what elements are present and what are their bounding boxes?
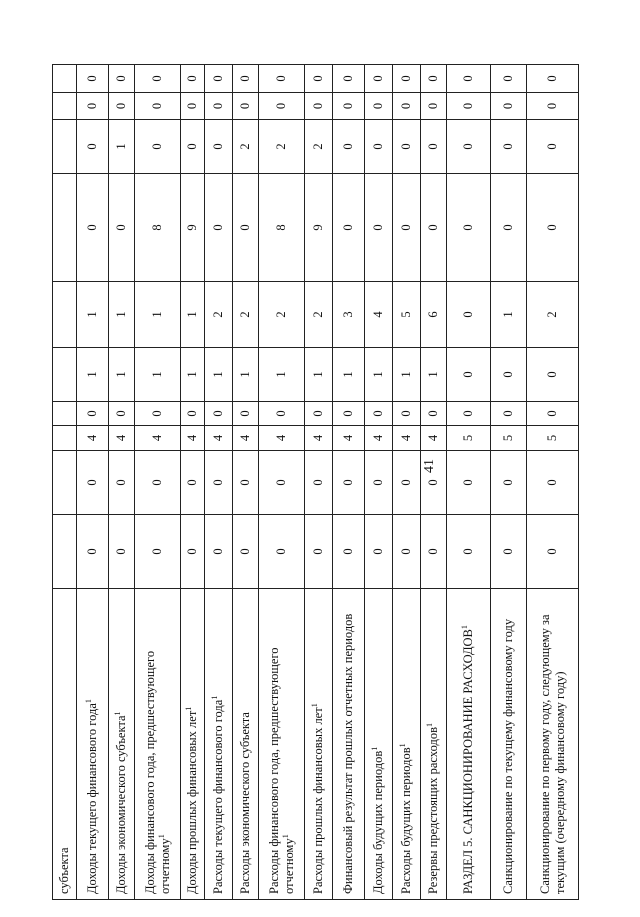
code-digit-cell: 1: [205, 348, 233, 402]
table-row: [491, 65, 527, 900]
code-digit-cell: 1: [77, 282, 109, 348]
table-row: [77, 65, 109, 900]
table-row: [421, 65, 447, 900]
code-digit-cell: 0: [205, 174, 233, 282]
row-label-text: Расходы финансового года, предшествующего отчетному: [267, 647, 296, 894]
code-digit-cell: 0: [305, 65, 333, 93]
code-digit-cell: 4: [181, 426, 205, 451]
code-digit-cell: 4: [259, 426, 305, 451]
code-digit-cell: 0: [205, 93, 233, 120]
code-digit-cell: 4: [109, 426, 135, 451]
code-digit-cell: 0: [109, 174, 135, 282]
code-digit-cell: 2: [305, 120, 333, 174]
code-digit-cell: 0: [447, 402, 491, 426]
code-digit-cell: 8: [135, 174, 181, 282]
code-digit-cell: 2: [233, 282, 259, 348]
row-label-text: Санкционирование по первому году, следующему за текущим (очередному финансовому году): [538, 614, 567, 894]
code-digit-cell: 0: [181, 93, 205, 120]
code-digit-cell: 1: [181, 348, 205, 402]
row-label: [259, 589, 305, 900]
code-digit-cell: 1: [135, 348, 181, 402]
code-digit-cell: 0: [365, 174, 393, 282]
code-digit-cell: 0: [109, 402, 135, 426]
code-digit-cell: 0: [135, 120, 181, 174]
code-digit-cell: 0: [233, 65, 259, 93]
table-row: [305, 65, 333, 900]
table-cell: [53, 451, 77, 515]
code-digit-cell: 0: [259, 451, 305, 515]
code-digit-cell: 1: [259, 348, 305, 402]
code-digit-cell: 0: [333, 451, 365, 515]
code-digit-cell: 0: [393, 65, 421, 93]
footnote-marker: 1: [310, 703, 320, 708]
code-digit-cell: 0: [333, 174, 365, 282]
code-digit-cell: 0: [333, 93, 365, 120]
code-digit-cell: 1: [491, 282, 527, 348]
row-label: [365, 589, 393, 900]
code-digit-cell: 0: [527, 348, 579, 402]
code-digit-cell: 0: [205, 515, 233, 589]
account-codes-table: [52, 64, 579, 900]
code-digit-cell: 0: [527, 65, 579, 93]
code-digit-cell: 0: [77, 402, 109, 426]
code-digit-cell: 0: [527, 402, 579, 426]
code-digit-cell: 0: [393, 93, 421, 120]
row-label: [109, 589, 135, 900]
row-label-text: Финансовый результат прошлых отчетных периодов: [341, 613, 356, 894]
code-digit-cell: 0: [527, 515, 579, 589]
row-label: [305, 589, 333, 900]
page-number: 41: [422, 459, 437, 473]
code-digit-cell: 0: [259, 515, 305, 589]
code-digit-cell: 0: [205, 65, 233, 93]
code-digit-cell: 0: [365, 65, 393, 93]
code-digit-cell: 0: [447, 348, 491, 402]
code-digit-cell: 0: [333, 65, 365, 93]
table-cell: [53, 402, 77, 426]
code-digit-cell: 0: [109, 451, 135, 515]
row-label-text: Доходы прошлых финансовых лет: [185, 710, 200, 894]
table-row: [333, 65, 365, 900]
code-digit-cell: 0: [181, 65, 205, 93]
code-digit-cell: 0: [421, 402, 447, 426]
row-label: [333, 589, 365, 900]
code-digit-cell: 0: [205, 451, 233, 515]
code-digit-cell: 0: [135, 451, 181, 515]
code-digit-cell: 0: [447, 120, 491, 174]
table-cell: [53, 348, 77, 402]
code-digit-cell: 5: [393, 282, 421, 348]
code-digit-cell: 0: [393, 515, 421, 589]
code-digit-cell: 0: [393, 402, 421, 426]
code-digit-cell: 0: [233, 93, 259, 120]
table-cell: [53, 426, 77, 451]
code-digit-cell: 2: [527, 282, 579, 348]
row-label-text: Доходы экономического субъекта: [114, 715, 129, 894]
code-digit-cell: 0: [447, 65, 491, 93]
code-digit-cell: 2: [259, 282, 305, 348]
row-label-text: Резервы предстоящих расходов: [426, 727, 441, 894]
row-label: [205, 589, 233, 900]
code-digit-cell: 6: [421, 282, 447, 348]
code-digit-cell: 0: [77, 515, 109, 589]
table-cell: [53, 65, 77, 93]
row-label-text: РАЗДЕЛ 5. САНКЦИОНИРОВАНИЕ РАСХОДОВ: [461, 629, 476, 894]
code-digit-cell: 0: [491, 348, 527, 402]
code-digit-cell: 0: [233, 451, 259, 515]
code-digit-cell: 3: [333, 282, 365, 348]
footnote-marker: 1: [460, 625, 470, 630]
code-digit-cell: 0: [421, 65, 447, 93]
row-label-text: Расходы прошлых финансовых лет: [311, 707, 326, 894]
code-digit-cell: 1: [135, 282, 181, 348]
code-digit-cell: 0: [77, 65, 109, 93]
code-digit-cell: 0: [491, 451, 527, 515]
table-row: [527, 65, 579, 900]
code-digit-cell: 1: [305, 348, 333, 402]
code-digit-cell: 4: [77, 426, 109, 451]
code-digit-cell: 9: [181, 174, 205, 282]
code-digit-cell: 0: [135, 93, 181, 120]
code-digit-cell: 1: [181, 282, 205, 348]
code-digit-cell: 0: [333, 515, 365, 589]
row-label-text: Доходы текущего финансового года: [85, 703, 100, 894]
table-row: [365, 65, 393, 900]
footnote-marker: 1: [156, 834, 166, 839]
code-digit-cell: 0: [365, 402, 393, 426]
table-cell: [53, 174, 77, 282]
code-digit-cell: 1: [393, 348, 421, 402]
footnote-marker: 1: [210, 695, 220, 700]
footnote-marker: 1: [280, 834, 290, 839]
table-cell: [53, 120, 77, 174]
code-digit-cell: 0: [109, 93, 135, 120]
code-digit-cell: 0: [305, 93, 333, 120]
code-digit-cell: 2: [233, 120, 259, 174]
code-digit-cell: 5: [447, 426, 491, 451]
row-label: [393, 589, 421, 900]
code-digit-cell: 0: [447, 515, 491, 589]
row-label: [447, 589, 491, 900]
code-digit-cell: 0: [77, 93, 109, 120]
table-cell: [53, 93, 77, 120]
row-label-text: Расходы экономического субъекта: [238, 712, 253, 894]
code-digit-cell: 4: [421, 426, 447, 451]
code-digit-cell: 0: [135, 402, 181, 426]
footnote-marker: 1: [370, 746, 380, 751]
row-label: [181, 589, 205, 900]
footnote-marker: 1: [398, 743, 408, 748]
code-digit-cell: 0: [393, 120, 421, 174]
code-digit-cell: 2: [205, 282, 233, 348]
code-digit-cell: 0: [77, 451, 109, 515]
code-digit-cell: 1: [109, 348, 135, 402]
code-digit-cell: 0: [333, 120, 365, 174]
code-digit-cell: 0: [527, 93, 579, 120]
code-digit-cell: 0: [393, 451, 421, 515]
code-digit-cell: 0: [259, 65, 305, 93]
row-label-text: Санкционирование по текущему финансовому году: [501, 618, 516, 894]
table-row: [233, 65, 259, 900]
code-digit-cell: 1: [109, 282, 135, 348]
code-digit-cell: 0: [447, 93, 491, 120]
code-digit-cell: 0: [233, 515, 259, 589]
code-digit-cell: 0: [527, 120, 579, 174]
code-digit-cell: 4: [135, 426, 181, 451]
code-digit-cell: 0: [77, 174, 109, 282]
code-digit-cell: 0: [205, 120, 233, 174]
code-digit-cell: 0: [491, 515, 527, 589]
code-digit-cell: 4: [333, 426, 365, 451]
code-digit-cell: 4: [233, 426, 259, 451]
code-digit-cell: 0: [305, 451, 333, 515]
code-digit-cell: 0: [393, 174, 421, 282]
code-digit-cell: 0: [135, 65, 181, 93]
row-label: [421, 589, 447, 900]
code-digit-cell: 0: [365, 93, 393, 120]
code-digit-cell: 0: [491, 174, 527, 282]
code-digit-cell: 0: [527, 451, 579, 515]
code-digit-cell: 1: [421, 348, 447, 402]
code-digit-cell: 0: [421, 515, 447, 589]
code-digit-cell: 1: [333, 348, 365, 402]
code-digit-cell: 0: [527, 174, 579, 282]
code-digit-cell: 0: [447, 174, 491, 282]
code-digit-cell: 0: [181, 402, 205, 426]
row-label-text: Расходы будущих периодов: [399, 747, 414, 894]
code-digit-cell: 0: [233, 174, 259, 282]
row-label: субъекта: [53, 589, 77, 900]
code-digit-cell: 0: [233, 402, 259, 426]
code-digit-cell: 0: [205, 402, 233, 426]
row-label: [527, 589, 579, 900]
table-row: [181, 65, 205, 900]
code-digit-cell: 0: [491, 65, 527, 93]
code-digit-cell: 9: [305, 174, 333, 282]
code-digit-cell: 0: [181, 120, 205, 174]
table-row: [109, 65, 135, 900]
footnote-marker: 1: [184, 706, 194, 711]
footnote-marker: 1: [84, 699, 94, 704]
code-digit-cell: 0: [333, 402, 365, 426]
code-digit-cell: 1: [365, 348, 393, 402]
code-digit-cell: 5: [491, 426, 527, 451]
code-digit-cell: 0: [421, 93, 447, 120]
table-body: [53, 65, 579, 900]
code-digit-cell: 4: [305, 426, 333, 451]
row-label: [233, 589, 259, 900]
table-row: [393, 65, 421, 900]
code-digit-cell: 1: [77, 348, 109, 402]
footnote-marker: 1: [425, 723, 435, 727]
code-digit-cell: 0: [259, 402, 305, 426]
code-digit-cell: 4: [205, 426, 233, 451]
table-row: [205, 65, 233, 900]
table-row: [259, 65, 305, 900]
code-digit-cell: 0: [305, 402, 333, 426]
code-digit-cell: 0: [77, 120, 109, 174]
table-row: [53, 65, 77, 900]
code-digit-cell: 4: [365, 426, 393, 451]
code-digit-cell: 0: [181, 451, 205, 515]
code-digit-cell: 0: [447, 451, 491, 515]
code-digit-cell: 8: [259, 174, 305, 282]
code-digit-cell: 0: [259, 93, 305, 120]
code-digit-cell: 0: [365, 451, 393, 515]
code-digit-cell: 0: [109, 65, 135, 93]
row-label: [135, 589, 181, 900]
row-label-text: Доходы финансового года, предшествующего отчетному: [143, 650, 172, 894]
code-digit-cell: 2: [259, 120, 305, 174]
code-digit-cell: 0: [365, 120, 393, 174]
code-digit-cell: 4: [393, 426, 421, 451]
code-digit-cell: 1: [109, 120, 135, 174]
code-digit-cell: 0: [447, 282, 491, 348]
code-digit-cell: 0: [421, 451, 447, 515]
code-digit-cell: 0: [305, 515, 333, 589]
code-digit-cell: 0: [181, 515, 205, 589]
footnote-marker: 1: [113, 711, 123, 716]
code-digit-cell: 0: [421, 174, 447, 282]
row-label: [77, 589, 109, 900]
row-label-text: Расходы текущего финансового года: [211, 699, 226, 894]
code-digit-cell: 0: [365, 515, 393, 589]
code-digit-cell: 1: [233, 348, 259, 402]
code-digit-cell: 0: [421, 120, 447, 174]
table-row: [135, 65, 181, 900]
table-cell: [53, 282, 77, 348]
code-digit-cell: 5: [527, 426, 579, 451]
code-digit-cell: 0: [109, 515, 135, 589]
table-row: [447, 65, 491, 900]
code-digit-cell: 0: [135, 515, 181, 589]
code-digit-cell: 0: [491, 93, 527, 120]
row-label-text: Доходы будущих периодов: [371, 750, 386, 894]
code-digit-cell: 2: [305, 282, 333, 348]
code-digit-cell: 4: [365, 282, 393, 348]
code-digit-cell: 0: [491, 120, 527, 174]
code-digit-cell: 0: [491, 402, 527, 426]
row-label: [491, 589, 527, 900]
table-cell: [53, 515, 77, 589]
